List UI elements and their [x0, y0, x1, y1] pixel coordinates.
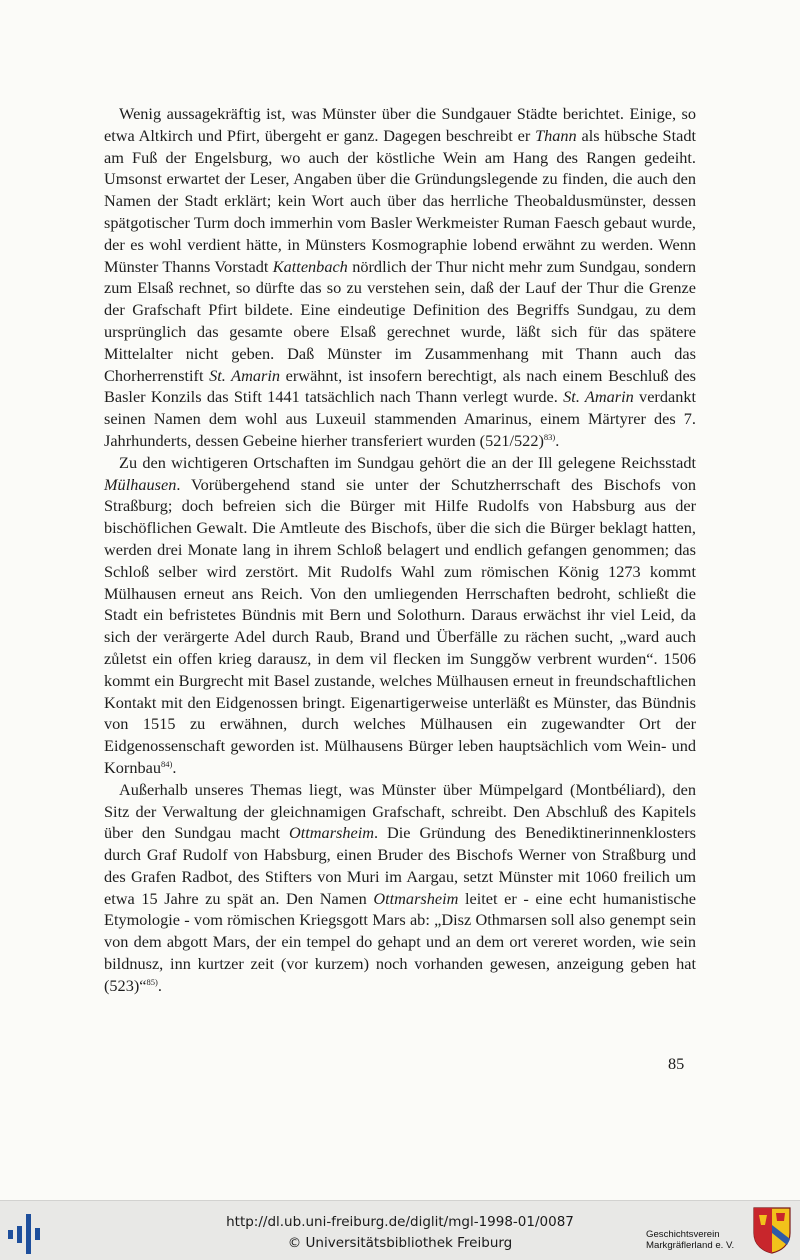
- text-run: Wenig aussagekräftig ist, was Münster über die Sundgauer Städte berichtet. Einige, so etwa Altkirch und Pfirt, übergeht er ganz. Dagegen beschreibt er: [104, 104, 696, 145]
- heraldic-crest-icon[interactable]: [751, 1205, 793, 1255]
- paragraph: [104, 779, 696, 997]
- page-number: 85: [668, 1054, 685, 1073]
- text-run: Zu den wichtigeren Ortschaften im Sundgau gehört die an der Ill gelegene Reichsstadt: [119, 452, 696, 472]
- text-run: nördlich der Thur nicht mehr zum Sundgau, sondern zum Elsaß rechnet, so dürfte das so zu verstehen sein, daß der Lauf der Thur die Grenze der Grafschaft Pfirt bildete. Eine eindeutige Definition des Begriffs Sundgau, zu dem ursprünglich das gesamte obere Elsaß gerechnet wurde, läßt sich für das spätere Mittelalter nicht geben. Daß Münster im Zusammenhang mit Thann auch das Chorherrenstift: [104, 256, 696, 385]
- society-name-line1: Geschichtsverein: [646, 1229, 720, 1240]
- body-text: [104, 103, 696, 997]
- society-name: [646, 1229, 734, 1251]
- text-run: leitet er - eine echt humanistische Etymologie - vom römischen Kriegsgott Mars ab: „Disz Othmarsen soll also genempt sein von dem abgott Mars, der ein tempel do gehapt und an dem ort vereret worden, wie sein bildnusz, inn kurtzer zeit (vor kurzem) noch vorhanden gewesen, anzeigung geben hat (523)“: [104, 888, 696, 995]
- text-run: verdankt seinen Namen dem wohl aus Luxeuil stammenden Amarinus, einem Märtyrer des 7. Jahrhunderts, dessen Gebeine hierher transferiert wurden (521/522): [104, 387, 697, 450]
- copyright-notice: © Universitätsbibliothek Freiburg: [287, 1235, 513, 1251]
- footnote-ref: 84): [160, 758, 173, 769]
- text-run: Außerhalb unseres Themas liegt, was Münster über Mümpelgard (Montbéliard), den Sitz der Verwaltung der gleichnamigen Grafschaft, schreibt. Den Abschluß des Kapitels über den Sundgau macht: [104, 779, 696, 843]
- text-run: .: [172, 757, 177, 777]
- paragraph: [104, 452, 696, 779]
- italic-term: St. Amarin: [563, 387, 634, 407]
- italic-term: Ottmarsheim: [288, 823, 375, 843]
- society-name-line2: Markgräflerland e. V.: [646, 1240, 735, 1251]
- italic-term: Mülhausen: [104, 474, 177, 494]
- text-run: .: [555, 430, 560, 450]
- document-url-link[interactable]: http://dl.ub.uni-freiburg.de/diglit/mgl-1998-01/0087: [226, 1214, 574, 1230]
- italic-term: Thann: [535, 125, 577, 145]
- text-run: als hübsche Stadt am Fuß der Engelsburg, wo auch der köstliche Wein am Hang des Rangen gedeiht. Umsonst erwartet der Leser, Angaben über die Gründungslegende zu finden, die auch den Namen der Stadt erklärt; kein Wort auch über das herrliche Theobaldusmünster, dessen spätgotischer Turm doch immerhin vom Basler Werkmeister Ruman Faesch gebaut wurde, der es wohl verdient hätte, in Münsters Kosmographie lobend erwähnt zu werden. Wenn Münster Thanns Vorstadt: [104, 125, 696, 276]
- text-run: . Die Gründung des Benediktinerinnenklosters durch Graf Rudolf von Habsburg, einen Bruder des Bischofs Werner von Straßburg und des Grafen Radbot, des Stifters von Muri im Aargau, setzt Münster mit 1060 freilich um etwa 15 Jahre zu spät an. Den Namen: [104, 823, 697, 908]
- footnote-ref: 83): [543, 431, 556, 442]
- footnote-ref: 85): [146, 976, 158, 987]
- italic-term: St. Amarin: [209, 365, 281, 385]
- paragraph: [104, 103, 696, 452]
- italic-term: Kattenbach: [272, 256, 348, 276]
- text-run: .: [157, 975, 162, 995]
- italic-term: Ottmarsheim: [373, 888, 459, 908]
- text-run: erwähnt, ist insofern berechtigt, als nach einem Beschluß des Basler Konzils das Stift 1441 tatsächlich nach Thann verlegt wurde.: [104, 365, 697, 407]
- text-run: . Vorübergehend stand sie unter der Schutzherrschaft des Bischofs von Straßburg; doch befreien sich die Bürger mit Hilfe Rudolfs von Habsburg aus der bischöflichen Gewalt. Die Amtleute des Bischofs, über die sich die Bürger beklagt hatten, werden drei Monate lang in ihrem Schloß belagert und endlich gefangen genommen; das Schloß selber wird zerstört. Mit Rudolfs Wahl zum römischen König 1273 kommt Mülhausen erneut ans Reich. Von den umliegenden Herrschaften bedroht, schließt die Stadt ein befristetes Bündnis mit Bern und Solothurn. Daraus erwächst ihr viel Leid, da sich der verärgerte Adel durch Raub, Brand und Überfälle zu rächen sucht, „ward auch zůletst ein offen krieg darausz, in dem vil flecken im Sunggǒw verbrent wurden“. 1506 kommt ein Burgrecht mit Basel zustande, welches Mülhausen erneut in freundschaftlichen Kontakt mit den Eidgenossen bringt. Eigenartigerweise unterläßt es Münster, das Bündnis von 1515 zu erwähnen, durch welches Mülhausen ein zugewandter Ort der Eidgenossenschaft geworden ist. Mülhausens Bürger leben hauptsächlich vom Wein- und Kornbau: [104, 474, 696, 777]
